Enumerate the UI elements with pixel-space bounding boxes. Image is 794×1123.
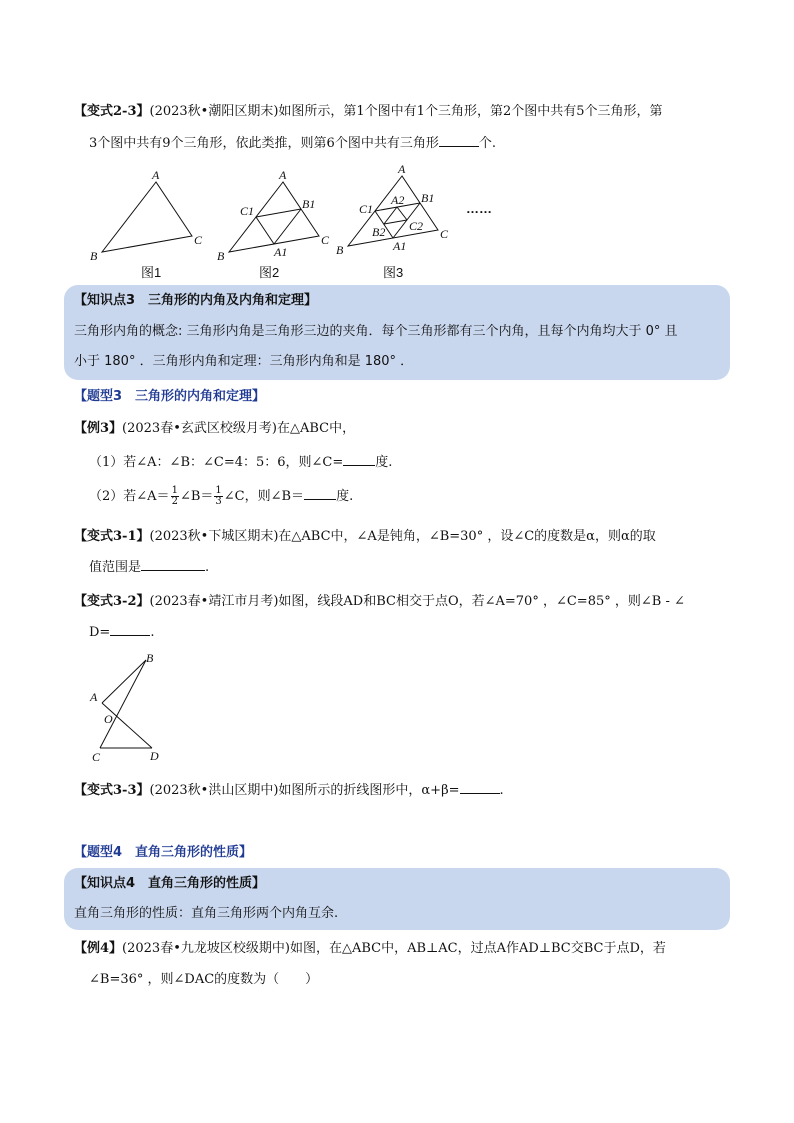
fig2-label-b: B	[217, 249, 225, 263]
example-text: 如图，在△ABC中，AB⊥AC，过点A作AD⊥BC交BC于点D，若	[289, 941, 666, 956]
knowledge-box-4	[64, 868, 730, 930]
knowledge-title: 【知识点3 三角形的内角及内角和定理】	[74, 293, 318, 308]
fig3-caption: 图3	[383, 265, 404, 280]
fig3-label-c1: C1	[359, 202, 374, 216]
fig1-label-b: B	[90, 249, 98, 263]
variant-text-end: .	[150, 625, 155, 640]
variant-3-1-line2	[89, 557, 209, 577]
answer-blank[interactable]	[141, 557, 205, 571]
knowledge-line: 直角三角形的性质：直角三角形两个内角互余.	[74, 906, 339, 921]
variant-text: 如图所示，第1个图中有1个三角形，第2个图中共有5个三角形，第	[278, 104, 663, 119]
figure-2	[217, 168, 330, 263]
example-4-line1	[74, 940, 666, 958]
section-title-3: 【题型3 三角形的内角和定理】	[74, 389, 266, 404]
fig-label-c: C	[92, 750, 101, 764]
fig-label-o: O	[104, 712, 113, 726]
fig3-label-a: A	[398, 162, 406, 176]
example-3-q1	[89, 452, 392, 472]
fig2-label-a1: A1	[274, 245, 288, 259]
example-tag: 【例3】	[74, 421, 123, 436]
answer-blank[interactable]	[460, 780, 500, 794]
figure-3	[336, 162, 449, 257]
knowledge-line: 小于 180° ．三角形内角和定理：三角形内角和是 180° ．	[74, 354, 414, 369]
figure-1	[90, 168, 203, 263]
answer-blank[interactable]	[304, 486, 336, 500]
example-4-line2: ∠B=36° ，则∠DAC的度数为（ ）	[89, 972, 319, 987]
fig3-label-b: B	[336, 243, 344, 257]
variant-tag: 【变式3-1】	[74, 529, 150, 544]
fig3-label-b2: B2	[372, 225, 386, 239]
answer-blank[interactable]	[439, 133, 479, 147]
fig-label-d: D	[150, 749, 159, 763]
example-source: (2023春•九龙坡区校级期中)	[122, 941, 290, 956]
fig-label-b: B	[146, 651, 154, 665]
variant-3-1-line1	[74, 528, 656, 546]
variant-text: 如图，线段AD和BC相交于点O，若∠A=70° ，∠C=85° ，则∠B - ∠	[278, 594, 685, 609]
fig3-label-a2: A2	[391, 193, 405, 207]
ellipsis: ……	[466, 201, 492, 216]
fig3-label-a1: A1	[393, 239, 407, 253]
question-end: 度.	[336, 489, 354, 504]
variant-3-2-line1	[74, 593, 685, 611]
variant-2-3-line1	[74, 103, 663, 121]
knowledge-line: 三角形内角的概念: 三角形内角是三角形三边的夹角．每个三角形都有三个内角，且每个内角均大于 0° 且	[74, 324, 678, 339]
fig2-caption: 图2	[259, 265, 280, 280]
variant-tag: 【变式3-2】	[74, 594, 150, 609]
fraction-numerator: 1	[171, 485, 178, 496]
crossing-segments-figure	[84, 648, 174, 766]
fraction-third	[214, 486, 222, 507]
variant-text-end: 个.	[478, 136, 496, 151]
knowledge-box-3	[64, 285, 730, 380]
variant-text: 3个图中共有9个三角形，依此类推，则第6个图中共有三角形	[89, 136, 439, 151]
fig-label-a: A	[90, 690, 98, 704]
question-text: （2）若∠A＝	[89, 489, 170, 504]
variant-3-3	[74, 780, 504, 800]
fig2-label-a: A	[279, 168, 287, 182]
fig1-label-a: A	[152, 168, 160, 182]
question-text: ∠B＝	[179, 489, 214, 504]
example-text: 在△ABC中，	[276, 421, 356, 436]
variant-tag: 【变式3-3】	[74, 783, 150, 798]
variant-text: 如图所示的折线图形中，α+β=	[278, 783, 460, 798]
variant-text-end: .	[499, 783, 504, 798]
answer-blank[interactable]	[110, 622, 150, 636]
example-tag: 【例4】	[74, 941, 123, 956]
fig2-label-c1: C1	[240, 204, 255, 218]
variant-source: (2023秋•下城区期末)	[149, 529, 279, 544]
variant-text: 在△ABC中，∠A是钝角，∠B=30° ，设∠C的度数是α，则α的取	[278, 529, 656, 544]
example-source: (2023春•玄武区校级月考)	[122, 421, 277, 436]
variant-text-end: .	[205, 560, 210, 575]
variant-tag: 【变式2-3】	[74, 104, 150, 119]
variant-source: (2023秋•洪山区期中)	[149, 783, 279, 798]
example-3-line1	[74, 420, 355, 438]
example-3-q2	[89, 482, 353, 512]
fig2-label-c: C	[321, 233, 330, 247]
fraction-numerator: 1	[215, 485, 222, 496]
section-title-4: 【题型4 直角三角形的性质】	[74, 845, 253, 860]
fraction-denominator: 3	[215, 496, 222, 507]
variant-source: (2023春•靖江市月考)	[149, 594, 279, 609]
question-end: 度.	[375, 455, 393, 470]
question-text: （1）若∠A：∠B：∠C=4：5：6，则∠C=	[89, 455, 344, 470]
fig1-caption: 图1	[141, 265, 162, 280]
fig3-label-b1: B1	[421, 191, 435, 205]
variant-2-3-line2	[89, 133, 496, 153]
fraction-denominator: 2	[171, 496, 178, 507]
question-text: ∠C，则∠B＝	[223, 489, 305, 504]
fig3-label-c2: C2	[409, 219, 424, 233]
knowledge-title: 【知识点4 直角三角形的性质】	[74, 876, 266, 891]
variant-text: D=	[89, 625, 111, 640]
variant-source: (2023秋•潮阳区期末)	[149, 104, 279, 119]
variant-text: 值范围是	[89, 560, 142, 575]
fig1-label-c: C	[194, 233, 203, 247]
variant-3-2-line2	[89, 622, 154, 642]
answer-blank[interactable]	[343, 452, 375, 466]
fraction-half	[171, 486, 179, 507]
fig3-label-c: C	[440, 227, 449, 241]
fig2-label-b1: B1	[302, 197, 316, 211]
